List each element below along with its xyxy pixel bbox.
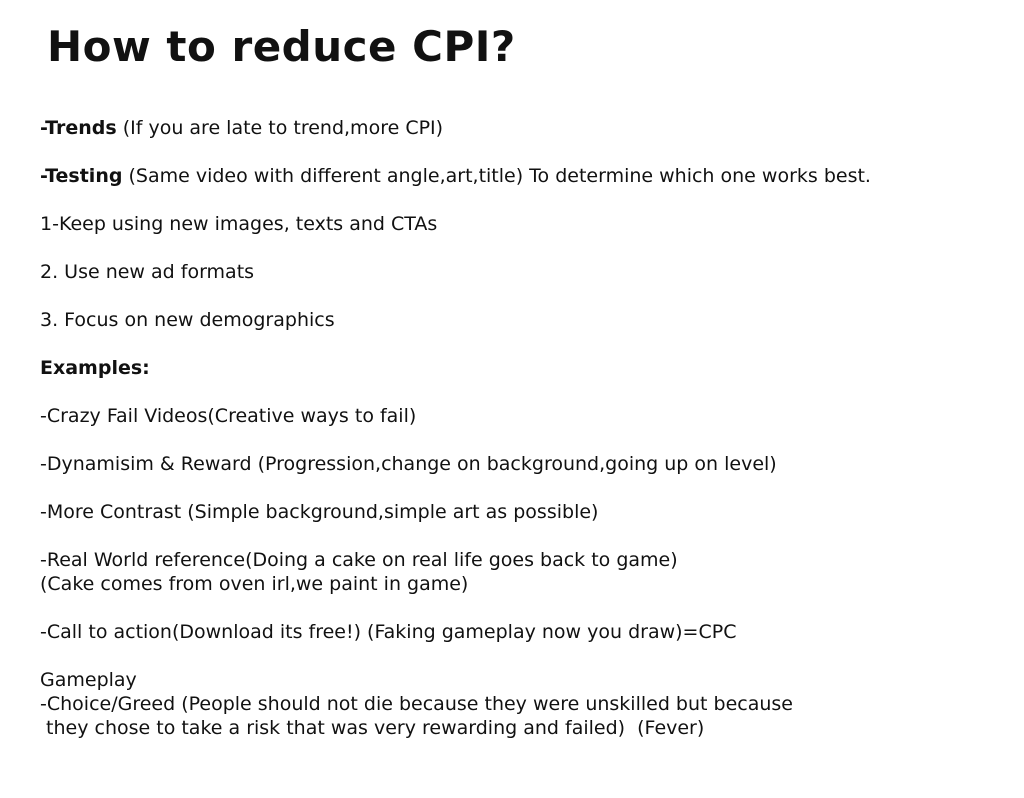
testing-text: (Same video with different angle,art,title) To determine which one works best. (122, 165, 871, 187)
spacer (40, 188, 1000, 212)
spacer (40, 140, 1000, 164)
keep-new-line: 1-Keep using new images, texts and CTAs (40, 213, 438, 235)
testing-line (40, 164, 1000, 188)
spacer (40, 284, 1000, 308)
new-formats-line: 2. Use new ad formats (40, 261, 255, 283)
page-title: How to reduce CPI? (47, 22, 516, 71)
testing-label: -Testing (40, 165, 123, 187)
real-world-line-1: -Real World reference(Doing a cake on real life goes back to game) (40, 549, 678, 571)
demographics-line: 3. Focus on new demographics (40, 309, 335, 331)
trends-text: (If you are late to trend,more CPI) (116, 117, 444, 139)
spacer (40, 476, 1000, 500)
document-body (40, 116, 1000, 740)
choice-greed-line-1: -Choice/Greed (People should not die because they were unskilled but because (40, 693, 793, 715)
spacer (40, 380, 1000, 404)
real-world-line-2: (Cake comes from oven irl,we paint in game) (40, 573, 469, 595)
spacer (40, 428, 1000, 452)
choice-greed-line-2: they chose to take a risk that was very rewarding and failed) (Fever) (40, 717, 705, 739)
trends-line (40, 116, 1000, 140)
spacer (40, 236, 1000, 260)
examples-heading-text: Examples: (40, 357, 150, 379)
spacer (40, 596, 1000, 620)
crazy-fail-line: -Crazy Fail Videos(Creative ways to fail) (40, 405, 417, 427)
spacer (40, 332, 1000, 356)
trends-label: -Trends (40, 117, 117, 139)
spacer (40, 644, 1000, 668)
spacer (40, 524, 1000, 548)
gameplay-heading: Gameplay (40, 669, 137, 691)
dynamism-line: -Dynamisim & Reward (Progression,change on background,going up on level) (40, 453, 777, 475)
call-to-action-line: -Call to action(Download its free!) (Faking gameplay now you draw)=CPC (40, 621, 737, 643)
examples-heading (40, 356, 1000, 380)
contrast-line: -More Contrast (Simple background,simple art as possible) (40, 501, 599, 523)
